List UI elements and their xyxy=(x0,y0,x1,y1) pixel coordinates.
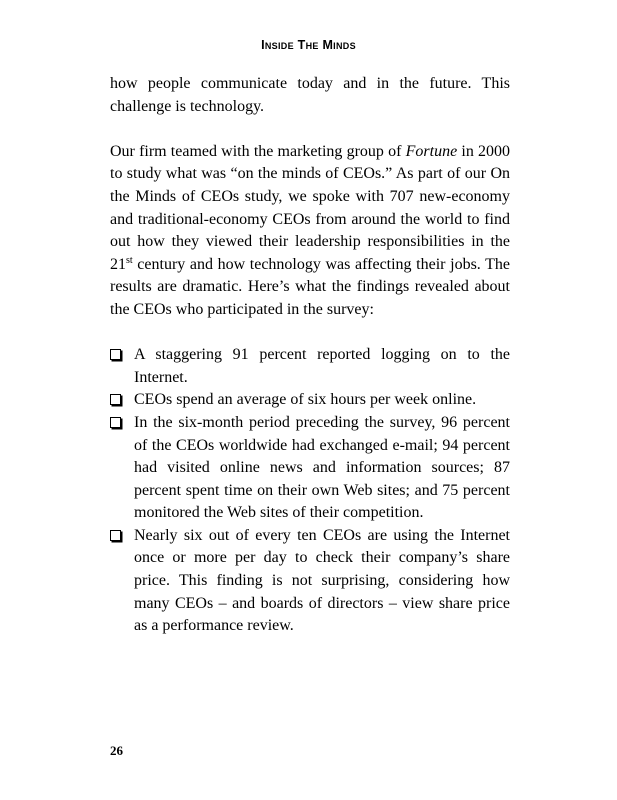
list-item-text: CEOs spend an average of six hours per week online. xyxy=(134,391,477,409)
paragraph-2-text-a: Our firm teamed with the marketing group of xyxy=(110,142,406,160)
list-item xyxy=(110,344,510,389)
checkbox-bullet-icon xyxy=(110,417,121,428)
list-item-text: A staggering 91 percent reported logging on to the Internet. xyxy=(134,346,510,386)
paragraph-2 xyxy=(110,141,510,322)
running-head-title: Inside The Minds xyxy=(261,38,356,52)
ordinal-superscript: st xyxy=(126,254,133,266)
findings-list xyxy=(110,344,510,638)
list-item xyxy=(110,412,510,525)
page-body xyxy=(110,73,510,638)
paragraph-2-text-b: in 2000 to study what was “on the minds of CEOs.” As part of our On the Minds of CEOs study, we spoke with 707 new-economy and traditional-economy CEOs from around the world to find out how they viewed their leadership responsibilities in the 21 xyxy=(110,142,511,273)
list-item xyxy=(110,525,510,638)
checkbox-bullet-icon xyxy=(110,349,121,360)
fortune-italic: Fortune xyxy=(405,142,458,160)
paragraph-2-text-c: century and how technology was affecting their jobs. The results are dramatic. Here’s what the findings revealed about the CEOs who participated in the survey: xyxy=(110,255,510,318)
list-item xyxy=(110,389,510,412)
paragraph-1: how people communicate today and in the future. This challenge is technology. xyxy=(110,75,510,115)
list-item-text: Nearly six out of every ten CEOs are using the Internet once or more per day to check their company’s share price. This finding is not surprising, considering how many CEOs – and boards of directors – view share price as a performance review. xyxy=(134,526,510,635)
checkbox-bullet-icon xyxy=(110,530,121,541)
page-number: 26 xyxy=(110,743,123,758)
list-item-text: In the six-month period preceding the survey, 96 percent of the CEOs worldwide had exchanged e-mail; 94 percent had visited online news and information sources; 87 percent spent time on their own Web sites; and 75 percent monitored the Web sites of their competition. xyxy=(134,413,510,522)
checkbox-bullet-icon xyxy=(110,394,121,405)
